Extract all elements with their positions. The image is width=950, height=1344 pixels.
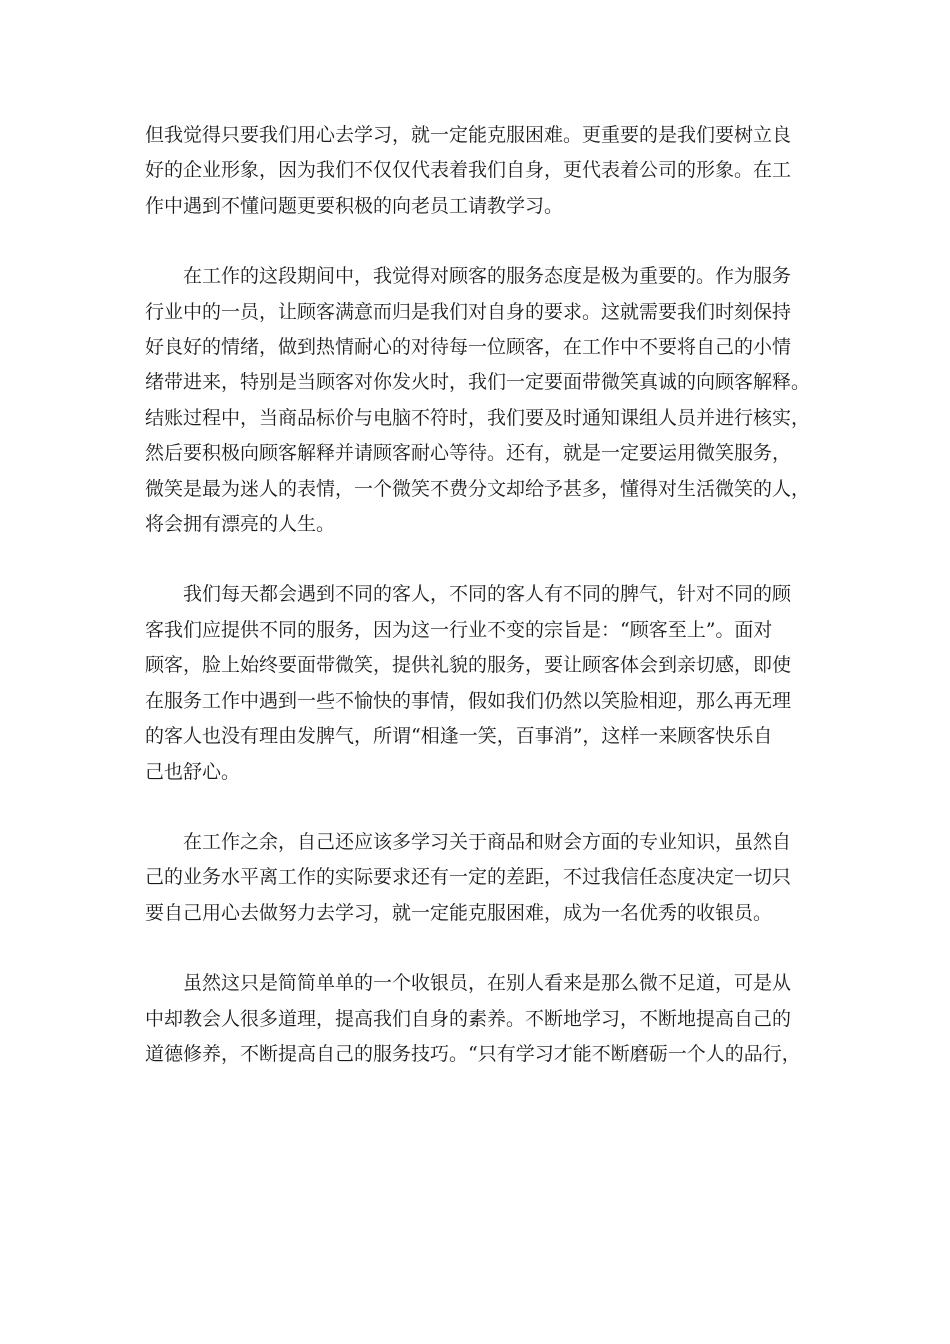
paragraph-2 [145,259,811,542]
text-line: 己也舒心。 [145,760,241,783]
text-line: 行业中的一员，让顾客满意而归是我们对自身的要求。这就需要我们时刻保持 [145,300,792,323]
text-line: 中却教会人很多道理，提高我们自身的素养。不断地学习，不断地提高自己的 [145,1007,792,1030]
text-line: 但我觉得只要我们用心去学习，就一定能克服困难。更重要的是我们要树立良 [145,124,792,146]
text-line: 在服务工作中遇到一些不愉快的事情，假如我们仍然以笑脸相迎，那么再无理 [145,689,792,712]
text-line: 将会拥有漂亮的人生。 [145,513,336,536]
text-line: 要自己用心去做努力去学习，就一定能克服困难，成为一名优秀的收银员。 [145,901,773,924]
text-line: 己的业务水平离工作的实际要求还有一定的差距，不过我信任态度决定一切只 [145,866,792,889]
text-line: 顾客，脸上始终要面带微笑，提供礼貌的服务，要让顾客体会到亲切感，即使 [145,654,792,677]
text-line: 结账过程中，当商品标价与电脑不符时，我们要及时通知课组人员并进行核实， [145,406,811,429]
text-line: 在工作的这段期间中，我觉得对顾客的服务态度是极为重要的。作为服务 [183,265,792,288]
text-line: 虽然这只是简简单单的一个收银员，在别人看来是那么微不足道，可是从 [183,972,792,995]
paragraph-3 [145,577,807,789]
text-line: 我们每天都会遇到不同的客人，不同的客人有不同的脾气，针对不同的顾 [183,583,792,606]
text-line: 绪带进来，特别是当顾客对你发火时，我们一定要面带微笑真诚的向顾客解释。 [145,371,811,394]
text-line: 客我们应提供不同的服务，因为这一行业不变的宗旨是：“顾客至上”。面对 [145,618,773,641]
paragraph-1 [145,118,807,224]
paragraph-4 [145,825,807,931]
paragraph-5 [145,966,807,1072]
text-line: 的客人也没有理由发脾气，所谓“相逢一笑，百事消”，这样一来顾客快乐自 [145,725,773,748]
text-line: 在工作之余，自己还应该多学习关于商品和财会方面的专业知识，虽然自 [183,830,792,853]
document-body [145,118,811,1072]
text-line: 作中遇到不懂问题更要积极的向老员工请教学习。 [145,194,564,217]
text-line: 好的企业形象，因为我们不仅仅代表着我们自身，更代表着公司的形象。在工 [145,159,792,182]
text-line: 好良好的情绪，做到热情耐心的对待每一位顾客，在工作中不要将自己的小情 [145,336,792,359]
text-line: 然后要积极向顾客解释并请顾客耐心等待。还有，就是一定要运用微笑服务， [145,442,792,465]
text-line: 道德修养，不断提高自己的服务技巧。“只有学习才能不断磨砺一个人的品行， [145,1042,801,1065]
text-line: 微笑是最为迷人的表情，一个微笑不费分文却给予甚多，懂得对生活微笑的人， [145,477,811,500]
